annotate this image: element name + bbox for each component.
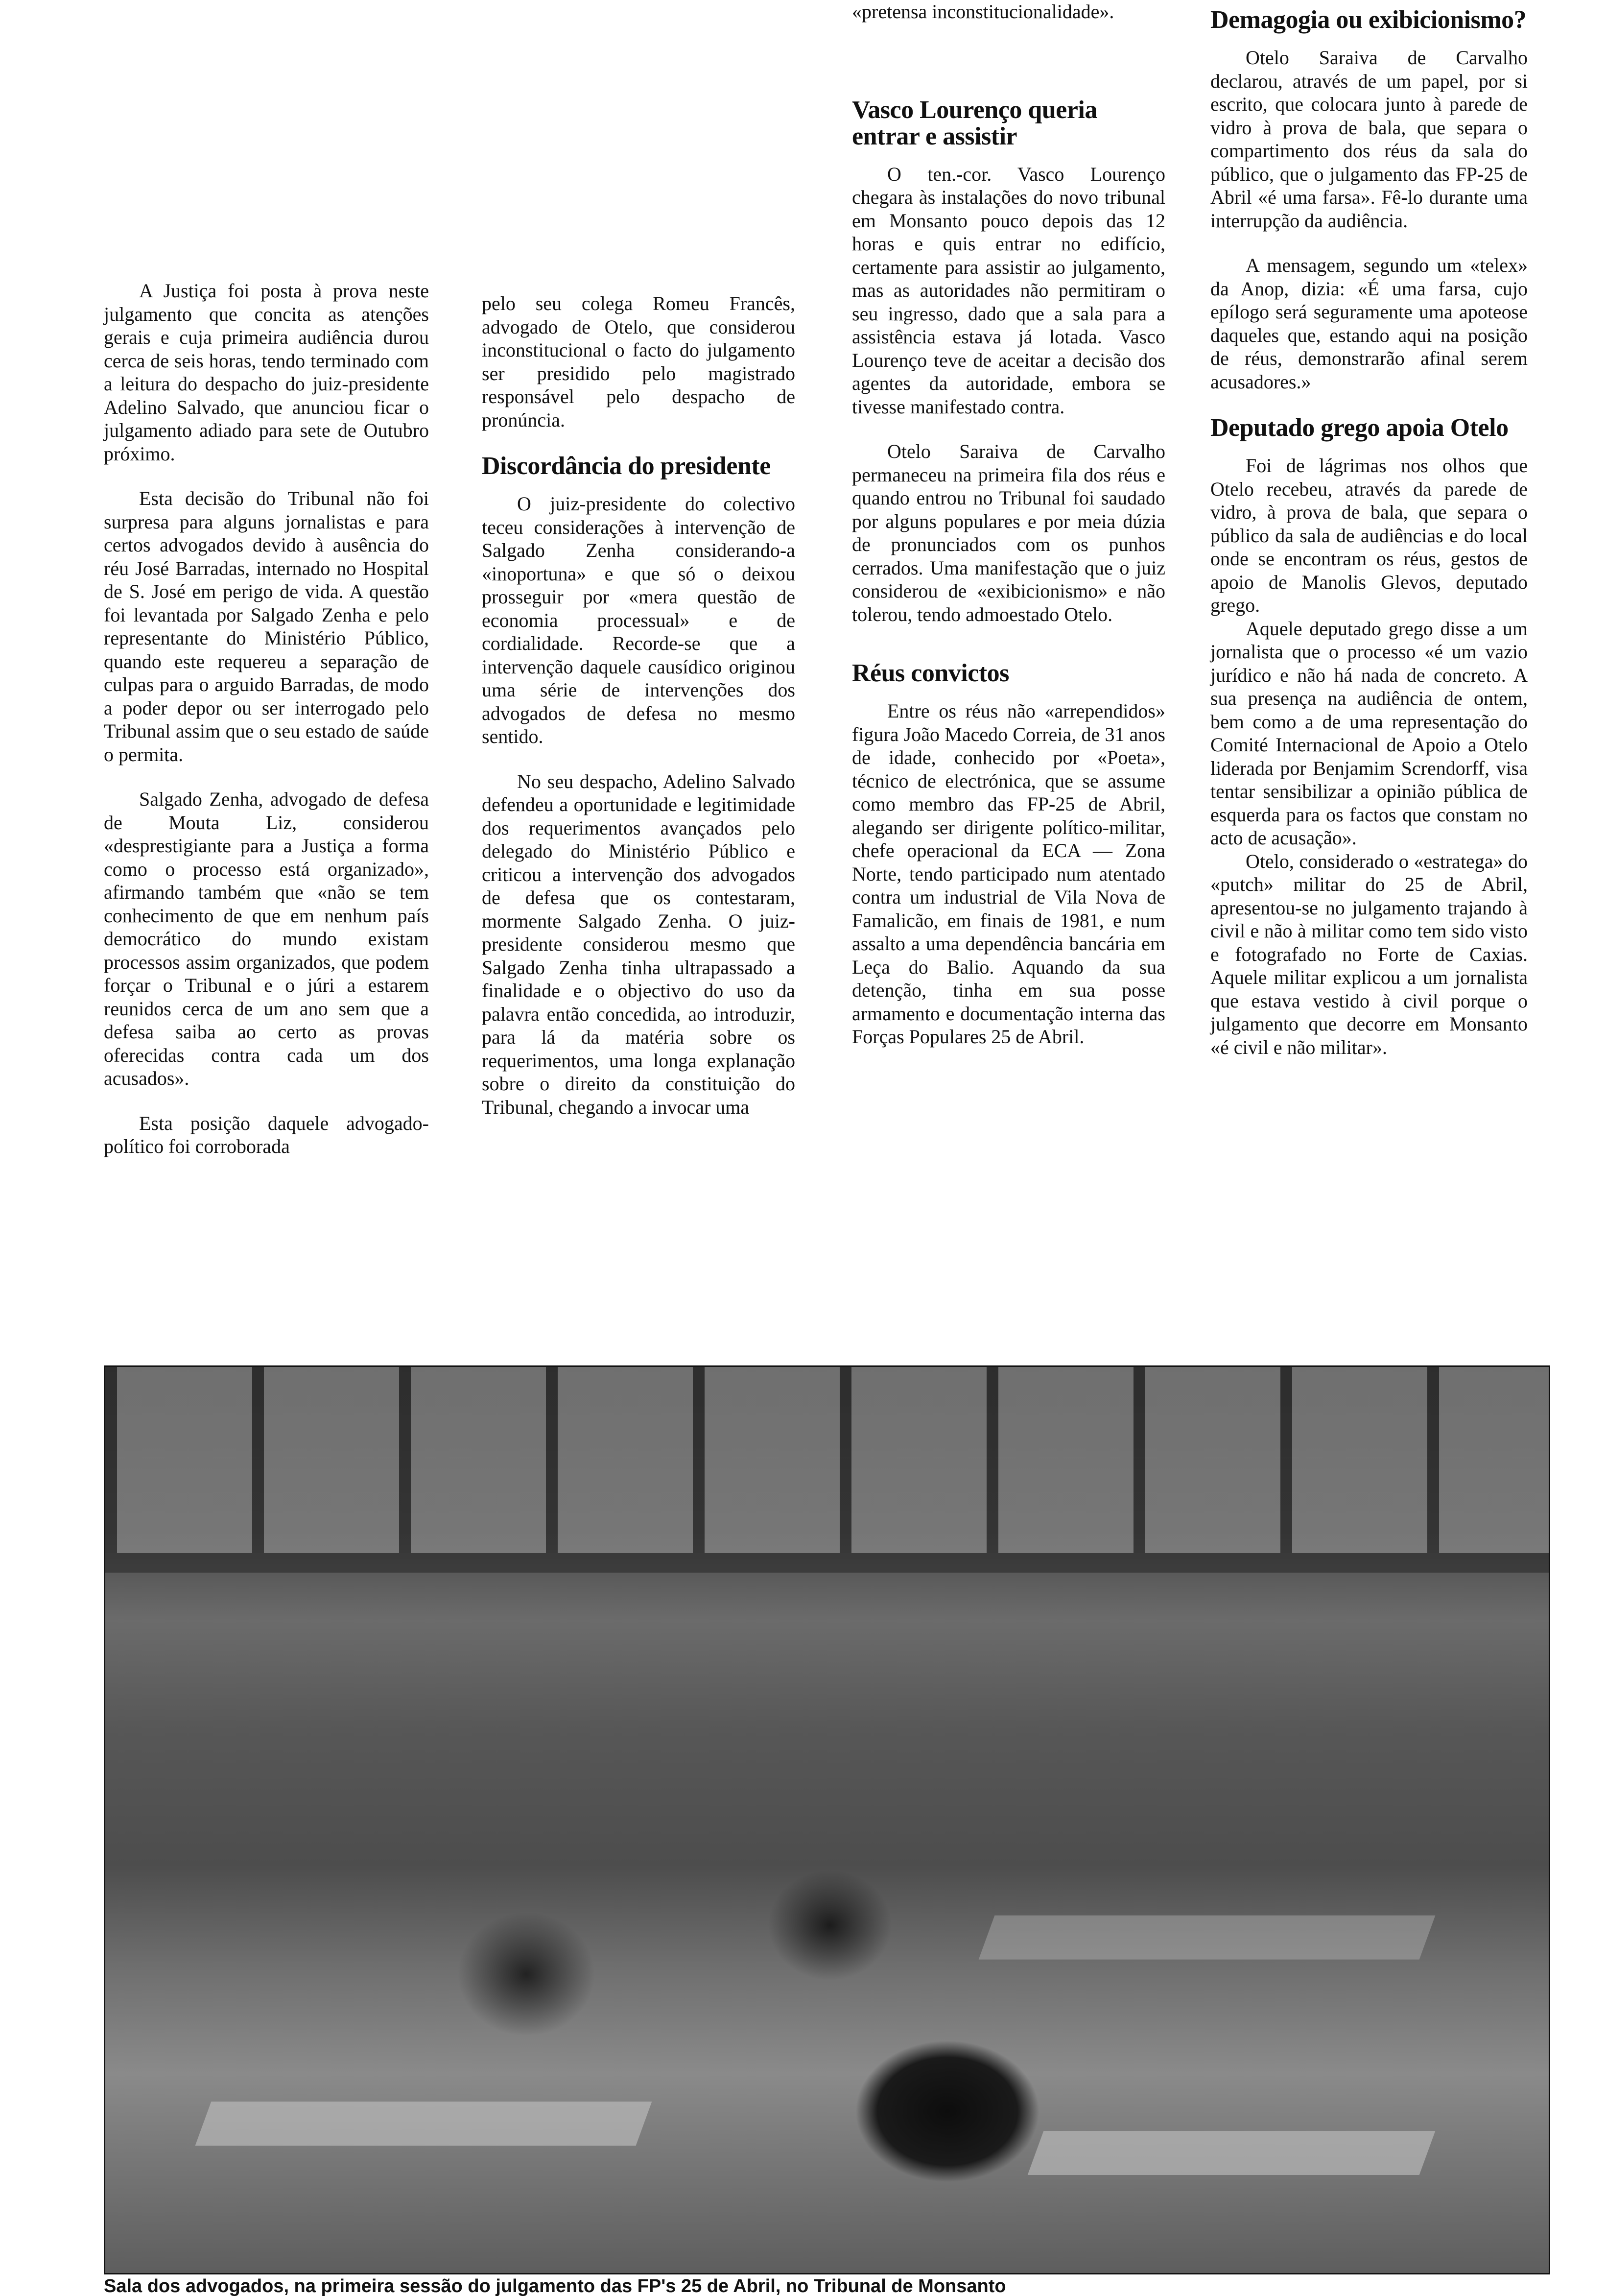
- photo-desk: [1028, 2131, 1436, 2175]
- paragraph: Esta decisão do Tribunal não foi surpresa para alguns jornalistas e para certos advogados devido à ausência do réu José Barradas, internado no Hospital de S. José em perigo de vida. A questão foi levantada por Salgado Zenha e pelo representante do Ministério Público, quando este requereu a separação de culpas para o arguido Barradas, de modo a poder depor ou ser interrogado pelo Tribunal assim que o seu estado de saúde o permita.: [104, 487, 429, 765]
- paragraph: Entre os réus não «arrependidos» figura João Macedo Correia, de 31 anos de idade, conhecido por «Poeta», técnico de electrónica, que se assume como membro das FP-25 de Abril, alegando ser dirigente político-militar, chefe operacional da ECA — Zona Norte, tendo participado num atentado contra um industrial de Vila Nova de Famalicão, em finais de 1981, e num assalto a uma dependência bancária em Leça do Balio. Aquando da sua detenção, tinha em sua posse armamento e documentação interna das Forças Populares 25 de Abril.: [852, 700, 1165, 1048]
- paragraph: Esta posição daquele advogado-político foi corroborada: [104, 1112, 429, 1157]
- subheading: Vasco Lourenço queria entrar e assistir: [852, 96, 1097, 150]
- article-column-3: [852, 0, 1165, 1070]
- paragraph: Otelo, considerado o «estratega» do «putch» militar do 25 de Abril, apresentou-se no julgamento trajando à civil e não à militar como tem sido visto e fotografado no Forte de Caxias. Aquele militar explicou a um jornalista que estava vestido à civil porque o julgamento que decorre em Monsanto «é civil e não militar».: [1210, 850, 1528, 1058]
- paragraph: pelo seu colega Romeu Francês, advogado de Otelo, que considerou inconstitucional o facto do julgamento ser presidido pelo magistrado responsável pelo despacho de pronúncia.: [482, 292, 795, 431]
- paragraph: Aquele deputado grego disse a um jornalista que o processo «é um vazio jurídico e não há nada de concreto. A sua presença na audiência de ontem, bem como a de uma representação do Comité Internacional de Apoio a Otelo liderada por Benjamim Screndorff, visa tentar sensibilizar a opinião pública de esquerda para os factos que constam no acto de acusação».: [1210, 617, 1528, 849]
- paragraph: Foi de lágrimas nos olhos que Otelo recebeu, através da parede de vidro, à prova de bala, que separa o público da sala de audiências e do local onde se encontram os réus, gestos de apoio de Manolis Glevos, deputado grego.: [1210, 454, 1528, 616]
- article-column-4: [1210, 0, 1528, 1080]
- paragraph: Salgado Zenha, advogado de defesa de Mouta Liz, considerou «desprestigiante para a Justiça a forma como o processo está organizado», afirmando também que «não se tem conhecimento de que em nenhum país democrático do mundo existam processos assim organizados, que podem forçar o Tribunal e o júri a estarem reunidos cerca de um ano sem que a defesa saiba ao certo as provas oferecidas contra cada um dos acusados».: [104, 788, 429, 1089]
- subheading: Discordância do presidente: [482, 452, 771, 480]
- subheading: Demagogia ou exibicionismo?: [1210, 6, 1527, 34]
- paragraph: A mensagem, segundo um «telex» da Anop, dizia: «É uma farsa, cujo epílogo será seguramente uma apoteose daqueles que, estando aqui na posição de réus, demonstrarão afinal serem acusadores.»: [1210, 254, 1528, 393]
- photo-desk: [195, 2102, 652, 2146]
- paragraph: A Justiça foi posta à prova neste julgamento que concita as atenções gerais e cuja primeira audiência durou cerca de seis horas, tendo terminado com a leitura do despacho do juiz-presidente Adelino Salvado, que anunciou ficar o julgamento adiado para sete de Outubro próximo.: [104, 280, 429, 465]
- subheading: Réus convictos: [852, 659, 1009, 687]
- paragraph: Otelo Saraiva de Carvalho permaneceu na primeira fila dos réus e quando entrou no Tribunal foi saudado por alguns populares e por meia dúzia de pronunciados com os punhos cerrados. Uma manifestação que o juiz considerou de «exibicionismo» e não tolerou, tendo admoestado Otelo.: [852, 440, 1165, 625]
- photo-rail: [105, 1553, 1549, 1573]
- courtroom-photo: [104, 1365, 1550, 2274]
- paragraph: Otelo Saraiva de Carvalho declarou, através de um papel, por si escrito, que colocara junto à parede de vidro à prova de bala, que separa o compartimento dos réus da sala do público, que o julgamento das FP-25 de Abril «é uma farsa». Fê-lo durante uma interrupção da audiência.: [1210, 47, 1528, 232]
- article-column-1: [104, 279, 429, 1180]
- photo-window-panels: [105, 1367, 1549, 1553]
- article-column-2: [482, 292, 795, 1140]
- photo-desk: [979, 1915, 1436, 1960]
- paragraph: No seu despacho, Adelino Salvado defendeu a oportunidade e legitimidade dos requerimentos avançados pelo delegado do Ministério Público e criticou a intervenção dos advogados de defesa que os contestaram, mormente Salgado Zenha. O juiz-presidente considerou mesmo que Salgado Zenha tinha ultrapassado a finalidade e o objectivo do uso da palavra então concedida, ao introduzir, para lá da matéria sobre os requerimentos, uma longa explanação sobre o direito da constituição do Tribunal, chegando a invocar uma: [482, 770, 795, 1118]
- photo-caption: Sala dos advogados, na primeira sessão do julgamento das FP's 25 de Abril, no Tribunal de Monsanto: [104, 2276, 1006, 2296]
- subheading: Deputado grego apoia Otelo: [1210, 414, 1509, 442]
- paragraph: O ten.-cor. Vasco Lourenço chegara às instalações do novo tribunal em Monsanto pouco depois das 12 horas e quis entrar no edifício, certamente para assistir ao julgamento, mas as autoridades não permitiram o seu ingresso, dado que a sala para a assistência estava já lotada. Vasco Lourenço teve de aceitar a decisão dos agentes da autoridade, embora se tivesse manifestado contra.: [852, 163, 1165, 418]
- paragraph: O juiz-presidente do colectivo teceu considerações à intervenção de Salgado Zenha considerando-a «inoportuna» e que só o deixou prosseguir por «mera questão de economia processual» e de cordialidade. Recorde-se que a intervenção daquele causídico originou uma série de intervenções dos advogados de defesa no mesmo sentido.: [482, 493, 795, 747]
- paragraph: «pretensa inconstitucionalidade».: [852, 0, 1114, 23]
